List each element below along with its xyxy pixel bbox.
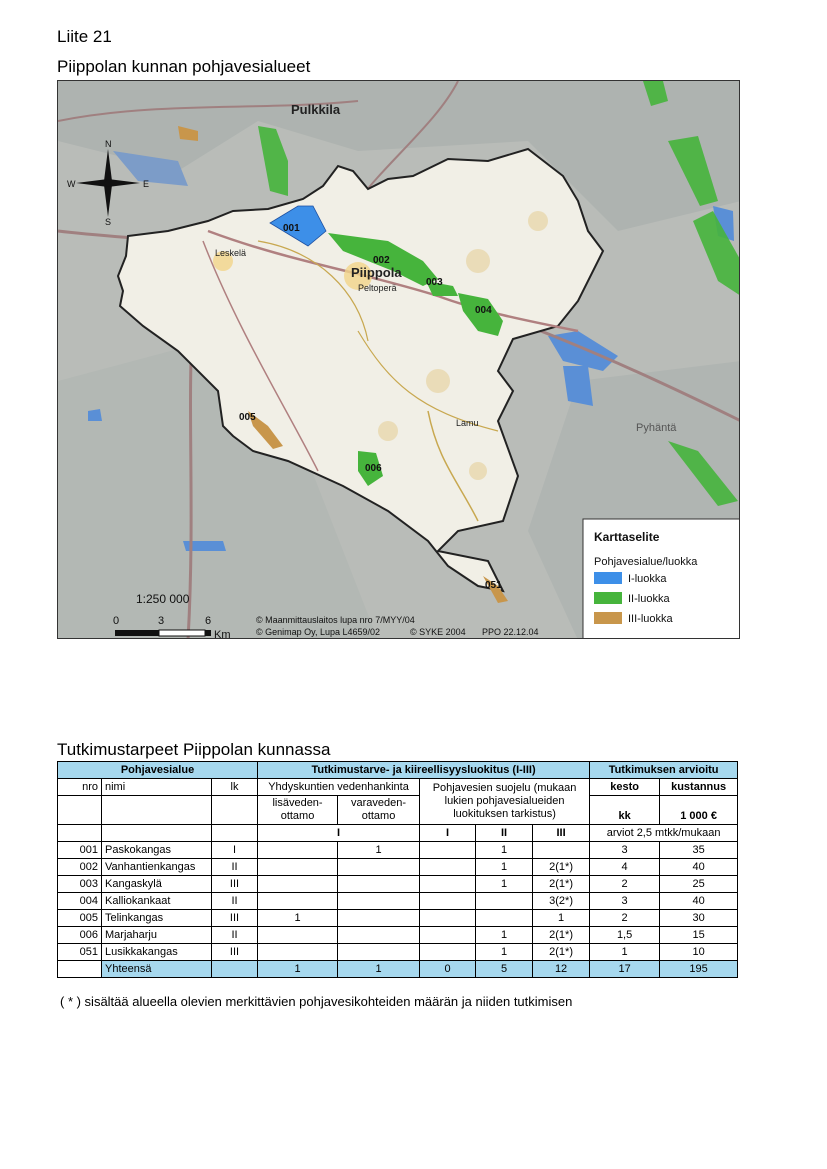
cell-pIII: 2(1*) (533, 927, 590, 944)
svg-text:S: S (105, 217, 112, 227)
table-row (58, 944, 738, 961)
svg-text:W: W (67, 179, 76, 189)
town-pulkkila: Pulkkila (291, 102, 341, 117)
cell-kust: 40 (660, 859, 738, 876)
map-legend (583, 519, 740, 639)
cell-pI (420, 859, 476, 876)
header-area: Pohjavesialue (58, 762, 258, 779)
svg-text:E: E (143, 179, 150, 189)
table-title: Tutkimustarpeet Piippolan kunnassa (57, 740, 331, 759)
header-estimate-note: arviot 2,5 mtkk/mukaan (590, 825, 738, 842)
header-lk: lk (212, 779, 258, 796)
cell-pIII: 2(1*) (533, 944, 590, 961)
scale-tick-6: 6 (205, 615, 212, 627)
table-row (58, 910, 738, 927)
header-p-II: II (476, 825, 533, 842)
header-estimate: Tutkimuksen arvioitu (590, 762, 738, 779)
totals-p-I: 0 (420, 961, 476, 978)
table-footnote: ( * ) sisältää alueella olevien merkittävien pohjavesikohteiden määrän ja niiden tutkimisen (60, 994, 573, 1009)
header-kk: kk (590, 796, 660, 825)
cell-kesto: 2 (590, 910, 660, 927)
table-totals-row (58, 961, 738, 978)
header-cost-unit: 1 000 € (660, 796, 738, 825)
cell-pI (420, 842, 476, 859)
cell-vara (338, 859, 420, 876)
cell-pII (476, 910, 533, 927)
cell-nro: 001 (58, 842, 102, 859)
cell-pII: 1 (476, 842, 533, 859)
cell-nimi: Marjaharju (102, 927, 212, 944)
area-label-003: 003 (426, 277, 443, 288)
town-peltopera: Peltoperä (358, 283, 397, 293)
credit-genimap: © Genimap Oy, Lupa L4659/02 (256, 627, 381, 637)
cell-pII: 1 (476, 859, 533, 876)
legend-swatch-class-2 (594, 592, 622, 604)
cell-pIII (533, 842, 590, 859)
cell-kesto: 4 (590, 859, 660, 876)
totals-p-II: 5 (476, 961, 533, 978)
cell-vara (338, 893, 420, 910)
legend-title: Karttaselite (594, 530, 660, 544)
cell-lisa (258, 876, 338, 893)
cell-kesto: 1 (590, 944, 660, 961)
area-label-051: 051 (485, 580, 502, 591)
legend-label-class-2: II-luokka (628, 593, 670, 605)
header-class-I: I (258, 825, 420, 842)
totals-vara: 1 (338, 961, 420, 978)
cell-lisa (258, 944, 338, 961)
cell-pIII: 3(2*) (533, 893, 590, 910)
cell-lk: I (212, 842, 258, 859)
cell-lisa (258, 893, 338, 910)
cell-pII: 1 (476, 944, 533, 961)
cell-lk: II (212, 893, 258, 910)
credit-mml: © Maanmittauslaitos lupa nro 7/MYY/04 (256, 615, 415, 625)
cell-kust: 25 (660, 876, 738, 893)
header-municipal-supply: Yhdyskuntien vedenhankinta (258, 779, 420, 796)
header-varavedenottamo: varaveden-ottamo (338, 796, 420, 825)
area-label-004: 004 (475, 305, 492, 316)
scale-bar (115, 630, 211, 636)
cell-kust: 10 (660, 944, 738, 961)
cell-pIII: 1 (533, 910, 590, 927)
scale-tick-3: 3 (158, 615, 165, 627)
cell-vara (338, 910, 420, 927)
header-kustannus: kustannus (660, 779, 738, 796)
groundwater-map (57, 80, 740, 639)
totals-kustannus: 195 (660, 961, 738, 978)
cell-lisa (258, 859, 338, 876)
header-protection: Pohjavesien suojelu (mukaan lukien pohjavesialueiden luokituksen tarkistus) (420, 779, 590, 825)
area-label-002: 002 (373, 255, 390, 266)
cell-vara (338, 876, 420, 893)
legend-label-class-3: III-luokka (628, 613, 673, 625)
table-row (58, 859, 738, 876)
credit-ppo: PPO 22.12.04 (482, 627, 539, 637)
cell-pIII: 2(1*) (533, 859, 590, 876)
cell-nimi: Paskokangas (102, 842, 212, 859)
cell-nro: 051 (58, 944, 102, 961)
scale-unit: Km (214, 629, 231, 639)
table-row (58, 842, 738, 859)
cell-nro: 004 (58, 893, 102, 910)
cell-pI (420, 927, 476, 944)
cell-lk: III (212, 910, 258, 927)
cell-nro: 006 (58, 927, 102, 944)
header-lisavedenottamo: lisäveden-ottamo (258, 796, 338, 825)
town-lamu: Lamu (456, 418, 479, 428)
map-scale-ratio: 1:250 000 (136, 592, 190, 606)
header-nimi: nimi (102, 779, 212, 796)
cell-nimi: Kangaskylä (102, 876, 212, 893)
area-label-006: 006 (365, 463, 382, 474)
totals-lisa: 1 (258, 961, 338, 978)
area-label-001: 001 (283, 223, 300, 234)
totals-p-III: 12 (533, 961, 590, 978)
cell-pII: 1 (476, 927, 533, 944)
research-needs-table (57, 761, 738, 978)
legend-swatch-class-1 (594, 572, 622, 584)
totals-kesto: 17 (590, 961, 660, 978)
map-title: Piippolan kunnan pohjavesialueet (57, 57, 311, 76)
cell-lk: II (212, 859, 258, 876)
cell-pII: 1 (476, 876, 533, 893)
cell-vara (338, 927, 420, 944)
table-class-header-row (58, 825, 738, 842)
header-kesto: kesto (590, 779, 660, 796)
table-row (58, 893, 738, 910)
appendix-label: Liite 21 (57, 27, 112, 46)
scale-tick-0: 0 (113, 615, 120, 627)
cell-kesto: 1,5 (590, 927, 660, 944)
cell-nro: 005 (58, 910, 102, 927)
header-need: Tutkimustarve- ja kiireellisyysluokitus (I-III) (258, 762, 590, 779)
cell-kesto: 3 (590, 893, 660, 910)
cell-pI (420, 944, 476, 961)
cell-pI (420, 876, 476, 893)
cell-pI (420, 893, 476, 910)
cell-lk: II (212, 927, 258, 944)
header-p-I: I (420, 825, 476, 842)
table-row (58, 927, 738, 944)
cell-kust: 15 (660, 927, 738, 944)
cell-nimi: Lusikkakangas (102, 944, 212, 961)
town-leskela: Leskelä (215, 248, 247, 258)
cell-lisa (258, 842, 338, 859)
credit-syke: © SYKE 2004 (410, 627, 466, 637)
legend-subtitle: Pohjavesialue/luokka (594, 556, 698, 568)
cell-nro: 003 (58, 876, 102, 893)
table-row (58, 876, 738, 893)
cell-pI (420, 910, 476, 927)
table-sub-header-row (58, 779, 738, 796)
cell-pII (476, 893, 533, 910)
header-p-III: III (533, 825, 590, 842)
cell-nimi: Kalliokankaat (102, 893, 212, 910)
cell-kust: 30 (660, 910, 738, 927)
town-pyhanta: Pyhäntä (636, 422, 677, 434)
legend-swatch-class-3 (594, 612, 622, 624)
cell-lisa (258, 927, 338, 944)
cell-nro: 002 (58, 859, 102, 876)
cell-vara (338, 944, 420, 961)
town-piippola: Piippola (351, 265, 402, 280)
area-label-005: 005 (239, 412, 256, 423)
cell-lisa: 1 (258, 910, 338, 927)
cell-lk: III (212, 876, 258, 893)
cell-vara: 1 (338, 842, 420, 859)
cell-nimi: Telinkangas (102, 910, 212, 927)
cell-nimi: Vanhantienkangas (102, 859, 212, 876)
cell-kesto: 2 (590, 876, 660, 893)
totals-label: Yhteensä (102, 961, 212, 978)
table-sub-header-row-2 (58, 796, 738, 825)
cell-kust: 40 (660, 893, 738, 910)
header-nro: nro (58, 779, 102, 796)
cell-pIII: 2(1*) (533, 876, 590, 893)
cell-lk: III (212, 944, 258, 961)
legend-label-class-1: I-luokka (628, 573, 667, 585)
svg-text:N: N (105, 139, 112, 149)
cell-kust: 35 (660, 842, 738, 859)
table-group-header-row (58, 762, 738, 779)
cell-kesto: 3 (590, 842, 660, 859)
